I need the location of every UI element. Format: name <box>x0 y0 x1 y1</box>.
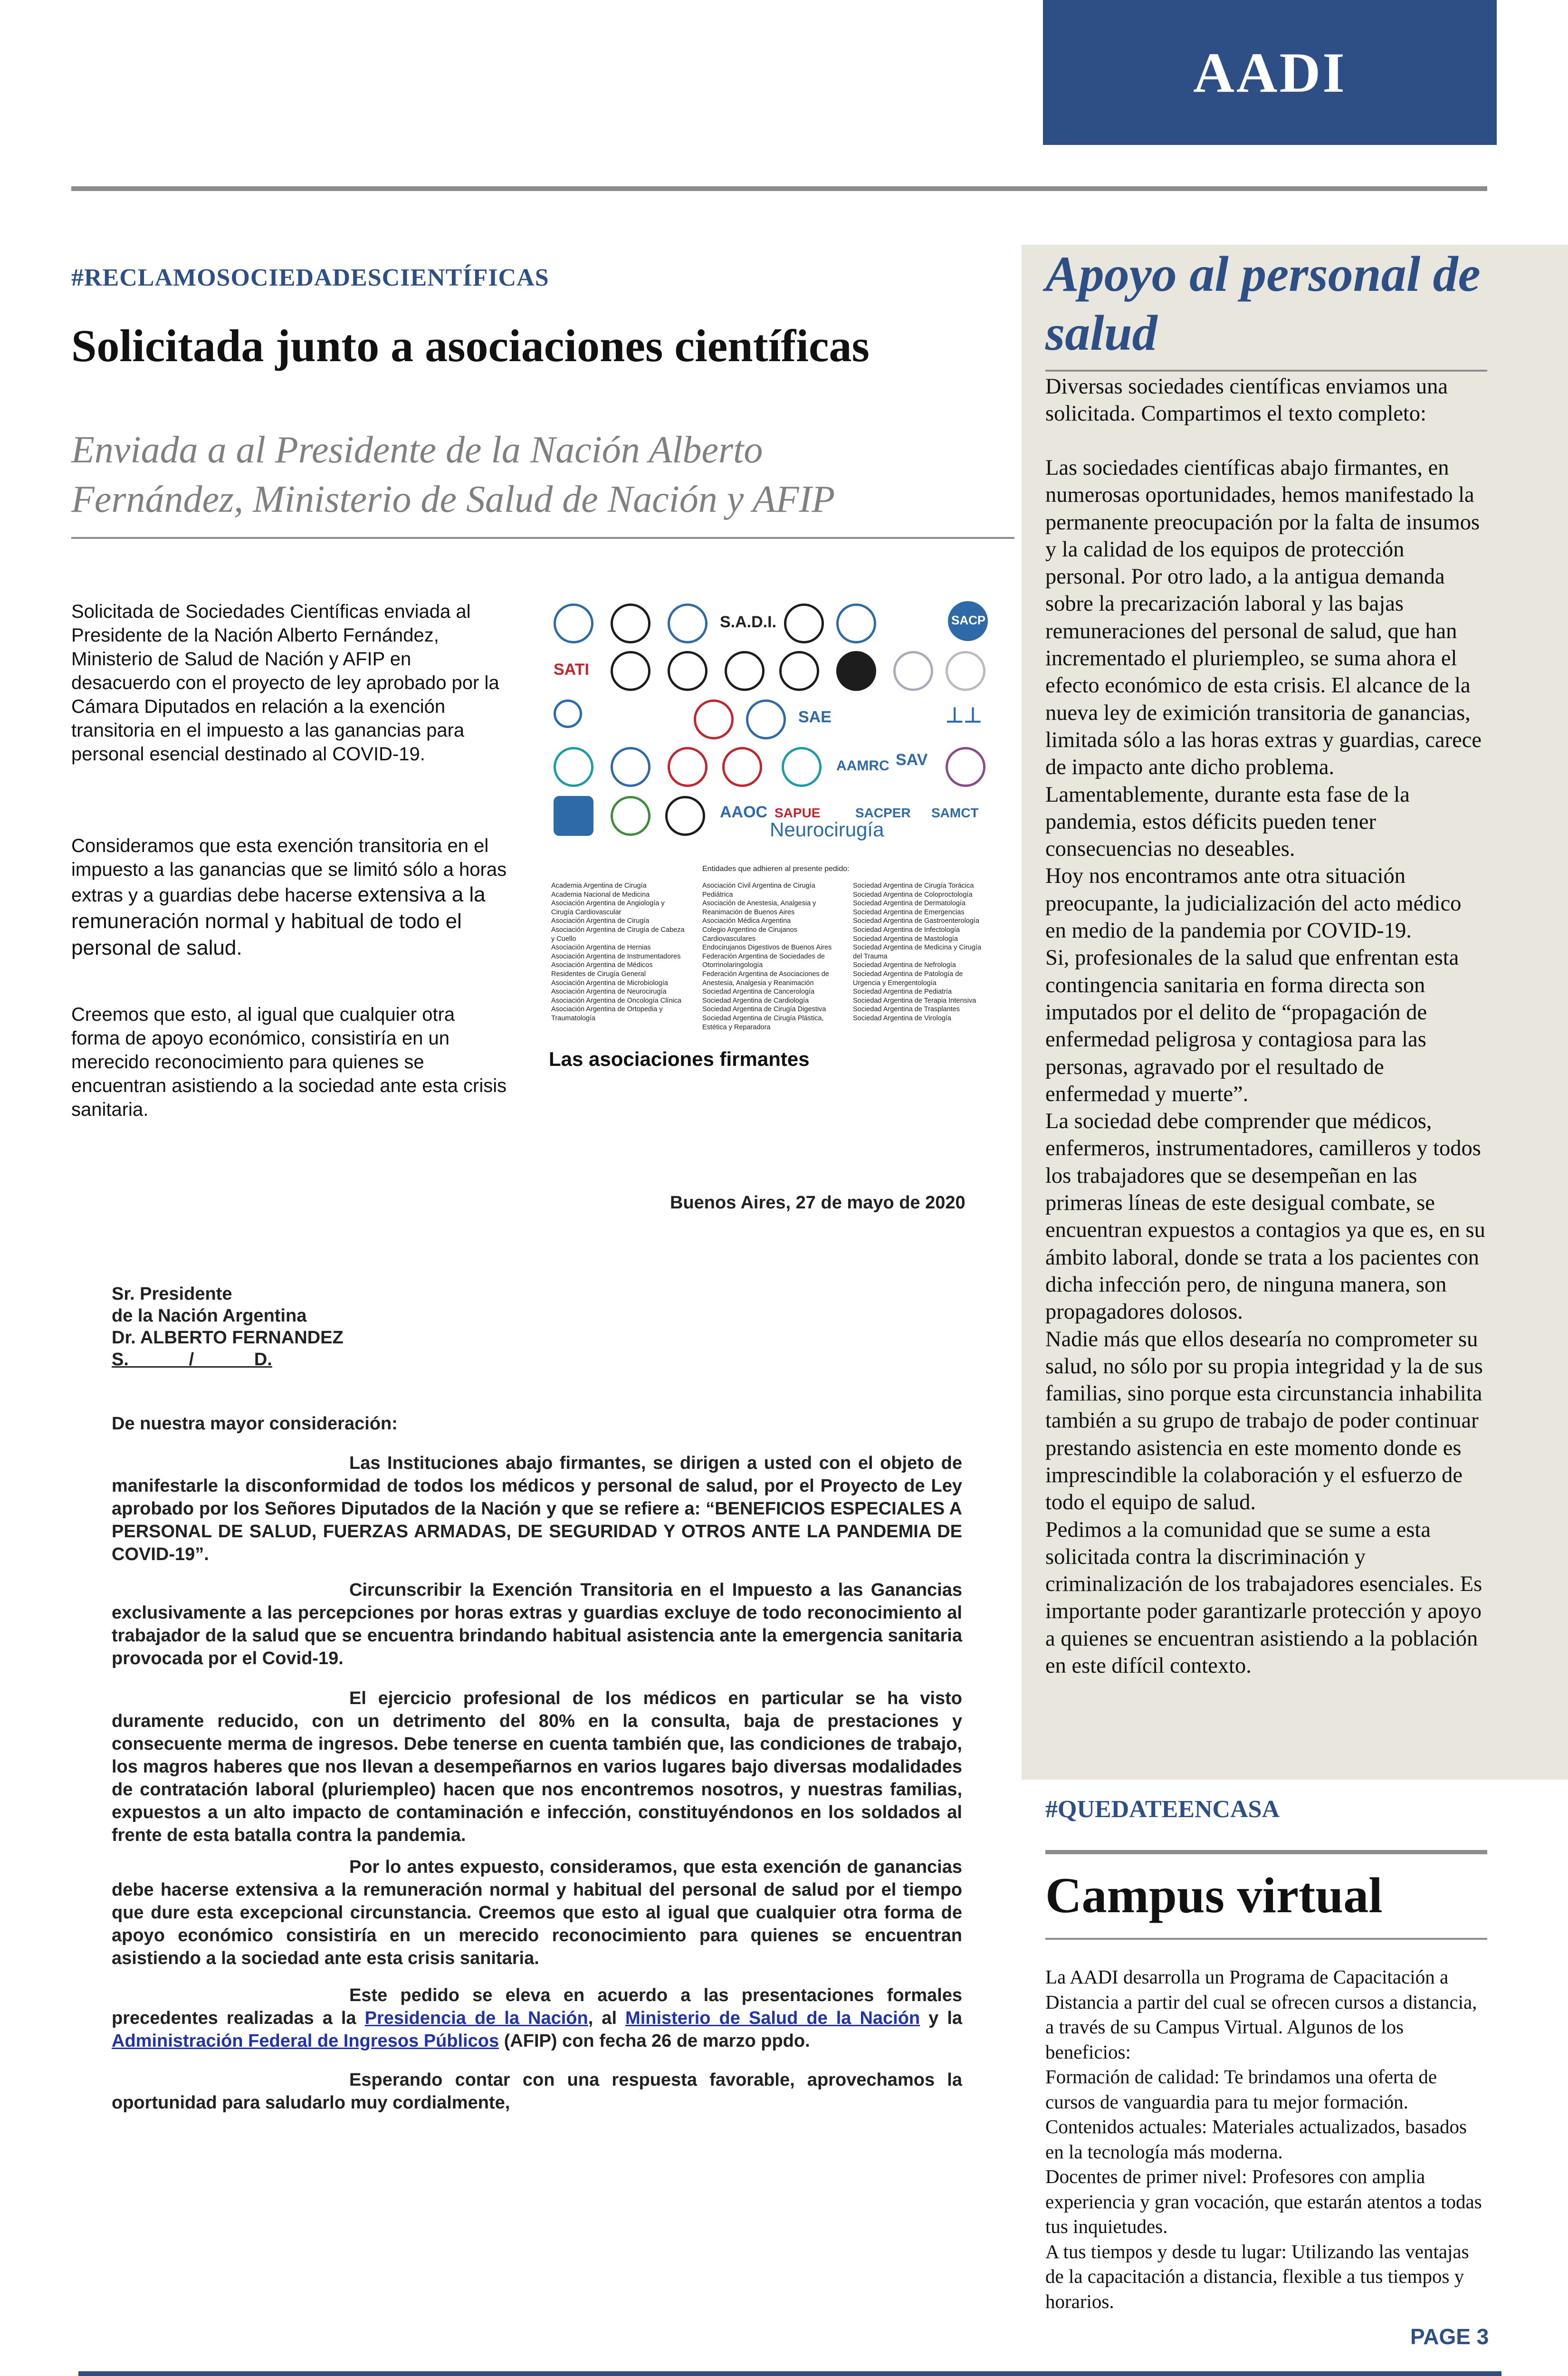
entity-item: Sociedad Argentina de Patología de <box>853 970 963 978</box>
intro-paragraph-3: Creemos que esto, al igual que cualquier otra forma de apoyo económico, consistiría en un merecido reconocimiento para quienes se encuentran asistiendo a la sociedad ante esta crisis sanitaria. <box>71 1004 507 1120</box>
entity-item: Sociedad Argentina de Virología <box>853 1014 951 1022</box>
address-line: de la Nación Argentina <box>112 1306 307 1326</box>
association-seal-icon <box>554 747 593 787</box>
logo-sae: SAE <box>798 708 832 726</box>
entity-item: Academia Argentina de Cirugía <box>551 882 647 890</box>
associations-logos <box>551 594 988 836</box>
letter-paragraph-2-end: exclusivamente a las percepciones por horas extras y guardias excluye de todo reconocimiento al trabajador de la salud que se encuentra brindando habitual asistencia ante la emergencia sanitaria provocada por el Covid-19. <box>112 1603 962 1668</box>
sidebar-paragraph: Diversas sociedades científicas enviamos una solicitada. Compartimos el texto completo: <box>1045 374 1448 426</box>
entity-item: Asociación Argentina de Microbiología <box>551 979 668 987</box>
logo-neurocirugia: Neurocirugía <box>770 818 884 841</box>
letter-date: Buenos Aires, 27 de mayo de 2020 <box>670 1193 966 1213</box>
letter-paragraph-5-a: Este pedido se eleva en acuerdo a las presentaciones formales precedentes realizadas a la <box>112 1985 962 2028</box>
entity-item: Traumatología <box>551 1014 595 1022</box>
sidebar-paragraph: Las sociedades científicas abajo firmantes, en numerosas oportunidades, hemos manifestado la permanente preocupación por la falta de insumos y la calidad de los equipos de protección personal. Por otro lado, a la antigua demanda sobre la precarización laboral y las bajas remuneraciones del personal de salud, que han incrementado el pluriempleo, se suma ahora el efecto económico de esta crisis. El alcance de la nueva ley de eximición transitoria de ganancias, limitada sólo a las horas extras y guardias, carece de impacto ante dicho problema. Lamentablemente, durante esta fase de la pandemia, estos déficits pueden tener consecuencias no deseables. <box>1045 456 1482 862</box>
sidebar-paragraph: La sociedad debe comprender que médicos, enfermeros, instrumentadores, camilleros y todos los trabajadores que se desempeñan en las primeras líneas de este desigual combate, se encuentran expuestos a contagios ya que es, en su ámbito laboral, donde se trata a los pacientes con dicha infección pero, de ninguna manera, son propagadores dolosos. <box>1045 1109 1485 1324</box>
entity-item: Sociedad Argentina de Cirugía Plástica, <box>702 1014 824 1022</box>
lungs-icon <box>893 651 933 691</box>
entity-item: Cardiovasculares <box>702 935 756 943</box>
header-divider <box>71 186 1487 191</box>
campus-paragraph: Docentes de primer nivel: Profesores con amplia experiencia y gran vocación, que estarán atentos a todas tus inquietudes. <box>1045 2165 1482 2237</box>
logo-sacper: SACPER <box>855 805 911 820</box>
association-seal-icon <box>611 604 650 643</box>
link-ministerio-salud[interactable]: Ministerio de Salud de la Nación <box>625 2008 920 2028</box>
sidebar-paragraph: Nadie más que ellos desearía no comprometer su salud, no sólo por su propia integridad y la de sus familias, sino porque esta circunstancia inhabilita también a su grupo de trabajo de poder continuar prestando asistencia en este momento donde es imprescindible la colaboración y el esfuerzo de todo el equipo de salud. <box>1045 1327 1483 1515</box>
campus-paragraph: Contenidos actuales: Materiales actualizados, basados en la tecnología más moderna. <box>1045 2116 1467 2163</box>
campus-paragraph: A tus tiempos y desde tu lugar: Utilizando las ventajas de la capacitación a distancia, flexible a tus tiempos y horarios. <box>1045 2240 1469 2312</box>
association-seal-icon <box>694 699 734 739</box>
sidebar-body <box>1045 454 1487 1679</box>
logo-sapue: SAPUE <box>774 805 821 820</box>
entity-item: Asociación Argentina de Instrumentadores <box>551 952 681 960</box>
letter-paragraph-2 <box>112 1579 962 1670</box>
logo-sati: SATI <box>554 661 589 679</box>
entity-item: Asociación Argentina de Cirugía de Cabeza <box>551 926 685 934</box>
logo-sacp: SACP <box>951 613 986 627</box>
entities-title: Entidades que adhieren al presente pedido: <box>702 865 850 873</box>
entity-item: Otorrinolaringología <box>702 961 763 969</box>
entity-item: Asociación Argentina de Cirugía <box>551 917 650 925</box>
logos-caption: Las asociaciones firmantes <box>549 1048 810 1070</box>
entity-item: Asociación Argentina de Médicos <box>551 961 653 969</box>
entity-item: Academia Nacional de Medicina <box>551 891 650 899</box>
entity-item: Sociedad Argentina de Nefrología <box>853 961 956 969</box>
entity-item: Sociedad Argentina de Gastroenterología <box>853 917 980 925</box>
article-subtitle <box>71 425 835 524</box>
association-seal-icon <box>722 747 762 787</box>
entity-item: Asociación Argentina de Angiología y <box>551 900 665 908</box>
logo-sav: SAV <box>896 751 928 769</box>
association-seal-icon <box>746 699 786 739</box>
entity-item: Estética y Reparadora <box>702 1023 771 1031</box>
association-seal-icon <box>611 651 650 691</box>
entity-item: Urgencia y Emergentología <box>853 979 937 987</box>
entity-item: y Cuello <box>551 935 576 943</box>
campus-paragraph: La AADI desarrolla un Programa de Capacitación a Distancia a partir del cual se ofrecen cursos a distancia, a través de su Campus Virtual. Algunos de los beneficios: <box>1045 1966 1477 2063</box>
letter-paragraph-6: Esperando contar con una respuesta favorable, aprovechamos la oportunidad para saludarlo muy cordialmente, <box>112 2070 962 2113</box>
letter-paragraph-5-d: (AFIP) con fecha 26 de marzo ppdo. <box>504 2031 810 2051</box>
logo-sadi: S.A.D.I. <box>720 613 777 631</box>
association-seal-icon <box>668 604 708 643</box>
association-seal-icon <box>946 747 985 787</box>
campus-paragraph: Formación de calidad: Te brindamos una oferta de cursos de vanguardia para tu mejor formación. <box>1045 2066 1437 2113</box>
entity-item: Sociedad Argentina de Medicina y Cirugía <box>853 944 982 952</box>
association-seal-icon <box>554 604 593 643</box>
sidebar-intro <box>1045 373 1487 428</box>
letter-paragraph-5 <box>112 1984 962 2052</box>
entity-item: Sociedad Argentina de Emergencias <box>853 908 965 916</box>
sidebar-divider <box>1045 370 1487 372</box>
entity-item: Asociación Argentina de Oncología Clínica <box>551 996 682 1005</box>
sidebar-paragraph: Hoy nos encontramos ante otra situación preocupante, la judicialización del acto médico en medio de la pandemia por COVID-19. <box>1045 864 1462 943</box>
intro-paragraph-2-text: Consideramos que esta exención transitoria en el impuesto a las ganancias que se limitó sólo a horas extras y a guardias debe hacerse <box>71 835 507 906</box>
link-afip[interactable]: Administración Federal de Ingresos Públicos <box>112 2031 499 2051</box>
article-title: Solicitada junto a asociaciones científicas <box>71 320 870 371</box>
letter-paragraph-4: Por lo antes expuesto, consideramos, que esta exención de ganancias debe hacerse extensiva a la remuneración normal y habitual del personal de salud por el tiempo que dure esta excepcional circunstancia. Creemos que esto al igual que cualquier otra forma de apoyo económico consistiría en un merecido reconocimiento para quienes se encuentran asistiendo a la sociedad ante esta crisis sanitaria. <box>112 1857 962 1968</box>
entity-item: Federación Argentina de Sociedades de <box>702 952 825 960</box>
logo-samct: SAMCT <box>931 805 979 820</box>
address-sd: S. / D. <box>112 1350 272 1370</box>
subtitle-line-2: Fernández, Ministerio de Salud de Nación y AFIP <box>71 479 835 520</box>
campus-title: Campus virtual <box>1045 1868 1383 1923</box>
entity-item: Sociedad Argentina de Cancerología <box>702 988 815 996</box>
intro-paragraph-2 <box>71 834 513 961</box>
association-seal-icon <box>611 796 650 836</box>
entity-item: Asociación Argentina de Neurocirugía <box>551 988 667 996</box>
brand-logo: AADI <box>1043 0 1497 145</box>
letter-paragraph-2-start: Circunscribir la <box>349 1580 485 1600</box>
entity-item: Sociedad Argentina de Pediatría <box>853 988 952 996</box>
association-seal-icon <box>725 651 765 691</box>
association-seal-icon <box>836 604 876 643</box>
association-seal-icon <box>668 747 708 787</box>
association-seal-icon <box>946 651 985 691</box>
entity-item: Anestesia, Analgesia y Reanimación <box>702 979 814 987</box>
entity-item: Sociedad Argentina de Infectología <box>853 926 960 934</box>
sidebar-paragraph: Si, profesionales de la salud que enfrentan esta contingencia sanitaria en forma directa son imputados por el delito de “propagación de enfermedad peligrosa y contagiosa para las personas, agravado por el resultado de enfermedad y muerte”. <box>1045 946 1459 1106</box>
sidebar-title: Apoyo al personal de salud <box>1045 246 1481 361</box>
entity-item: Cirugía Cardiovascular <box>551 908 621 916</box>
association-seal-icon <box>554 699 582 728</box>
letter-greeting: De nuestra mayor consideración: <box>112 1414 398 1434</box>
subtitle-line-1: Enviada a al Presidente de la Nación Alberto <box>71 429 763 471</box>
entities-column-3 <box>853 881 995 1023</box>
association-seal-icon <box>554 796 593 836</box>
entity-item: Asociación Médica Argentina <box>702 917 791 925</box>
intro-paragraph-1: Solicitada de Sociedades Científicas enviada al Presidente de la Nación Alberto Fernández, Ministerio de Salud de Nación y AFIP en desacuerdo con el proyecto de ley aprobado por la Cámara Diputados en relación a la exención transitoria en el impuesto a las ganancias para personal esencial destinado al COVID-19. <box>71 601 499 765</box>
association-seal-icon <box>665 796 705 836</box>
association-seal-icon <box>779 651 819 691</box>
entity-item: Sociedad Argentina de Trasplantes <box>853 1006 960 1014</box>
logo-aah: ⊥⊥ <box>946 704 982 727</box>
sidebar-paragraph: Pedimos a la comunidad que se sume a esta solicitada contra la discriminación y criminalización de los trabajadores esenciales. Es importante poder garantizarle protección y apoyo a quienes se encuentran asistiendo a la población en este difícil contexto. <box>1045 1517 1482 1678</box>
entity-item: Endocirujanos Digestivos de Buenos Aires <box>702 944 832 952</box>
link-presidencia[interactable]: Presidencia de la Nación <box>364 2008 588 2028</box>
logo-aamrc: AAMRC <box>836 758 889 774</box>
entity-item: Sociedad Argentina de Dermatología <box>853 900 966 908</box>
campus-body <box>1045 1964 1487 2314</box>
entity-item: Reanimación de Buenos Aires <box>702 908 795 916</box>
letter-paragraph-1: Las Instituciones abajo firmantes, se dirigen a usted con el objeto de manifestarle la disconformidad de todos los médicos y personal de salud, por el Proyecto de Ley aprobado por los Señores Diputados de la Nación y que se refiere a: “BENEFICIOS ESPECIALES A PERSONAL DE SALUD, FUERZAS ARMADAS, DE SEGURIDAD Y OTROS ANTE LA PANDEMIA DE COVID-19”. <box>112 1453 962 1564</box>
intro-paragraph-2-emphasis: extensiva a la remuneración normal y habitual de todo el personal de salud. <box>71 883 486 959</box>
logo-acacip-badge <box>782 747 822 787</box>
entities-column-2 <box>702 881 845 1032</box>
entity-item: Asociación Argentina de Hernias <box>551 944 651 952</box>
entity-item: Sociedad Argentina de Terapia Intensiva <box>853 996 976 1005</box>
entity-item: Sociedad Argentina de Mastología <box>853 935 958 943</box>
letter-paragraph-5-c: y la <box>928 2008 963 2028</box>
entity-item: Federación Argentina de Asociaciones de <box>702 970 829 978</box>
entity-item: Asociación Argentina de Ortopedia y <box>551 1006 663 1014</box>
entity-item: Sociedad Argentina de Cardiología <box>702 996 809 1005</box>
entity-item: Asociación Civil Argentina de Cirugía <box>702 882 815 890</box>
campus-top-divider <box>1045 1850 1487 1854</box>
association-seal-icon <box>668 651 708 691</box>
sidebar-hashtag: #QUEDATEENCASA <box>1045 1796 1280 1823</box>
entity-item: Asociación de Anestesia, Analgesia y <box>702 900 816 908</box>
entity-item: Sociedad Argentina de Cirugía Digestiva <box>702 1006 826 1014</box>
logo-aaoc: AAOC <box>720 803 768 821</box>
letter-paragraph-3: El ejercicio profesional de los médicos en particular se ha visto duramente reducido, con un detrimento del 80% en la consulta, baja de prestaciones y consecuente merma de ingresos. Debe tenerse en cuenta también que, las condiciones de trabajo, los magros haberes que nos llevan a desempeñarnos en varios lugares bajo diversas modalidades de contratación laboral (pluriempleo) hacen que nos encontremos nosotros, y nuestras familias, expuestos a un alto impacto de contaminación e infección, constituyéndonos en los soldados al frente de esta batalla contra la pandemia. <box>112 1688 962 1845</box>
letter-paragraph-2-strong: Exención Transitoria en el Impuesto a las Ganancias <box>492 1580 962 1600</box>
association-seal-icon <box>836 651 876 691</box>
entities-column-1 <box>551 881 694 1023</box>
entity-item: Sociedad Argentina de Coloproctología <box>853 891 973 899</box>
address-line: Sr. Presidente <box>112 1284 232 1304</box>
campus-divider <box>1045 1938 1487 1940</box>
entity-item: del Trauma <box>853 952 888 960</box>
entity-item: Residentes de Cirugía General <box>551 970 646 978</box>
letter-paragraph-5-b: , al <box>588 2008 617 2028</box>
entity-item: Pediátrica <box>702 891 733 899</box>
article-hashtag: #RECLAMOSOCIEDADESCIENTÍFICAS <box>71 264 549 291</box>
association-seal-icon <box>784 604 824 643</box>
page-number: PAGE 3 <box>1410 2324 1489 2349</box>
letter-address <box>112 1283 344 1370</box>
entity-item: Colegio Argentino de Cirujanos <box>702 926 797 934</box>
entity-item: Sociedad Argentina de Cirugía Torácica <box>853 882 974 890</box>
footer-bar <box>78 2371 1501 2376</box>
article-divider <box>71 537 1014 539</box>
address-line: Dr. ALBERTO FERNANDEZ <box>112 1328 344 1348</box>
association-seal-icon <box>611 747 650 787</box>
